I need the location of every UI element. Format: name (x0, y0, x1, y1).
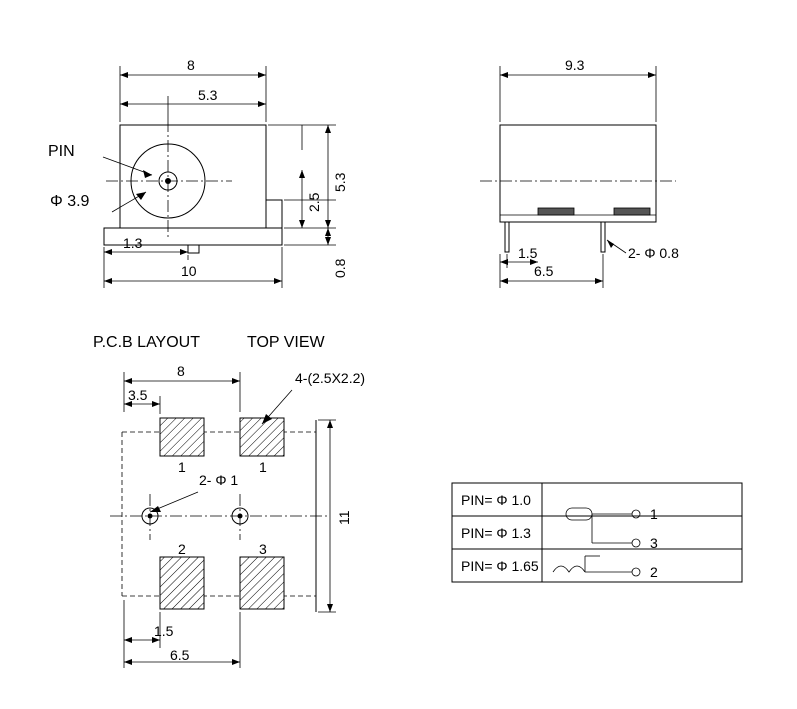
side-pin-callout: 2- Φ 0.8 (628, 245, 679, 261)
front-height-mid-dim: 2.5 (306, 192, 322, 212)
front-foot-left-dim: 1.3 (123, 235, 143, 251)
pad-number-top-right: 1 (259, 459, 267, 475)
side-view-body (480, 125, 676, 252)
pcb-layout-body (110, 418, 330, 612)
side-pin-left-dim: 1.5 (518, 245, 538, 261)
front-view-body (104, 120, 282, 253)
pcb-width-dim: 8 (177, 363, 185, 379)
terminal-number-1: 1 (650, 506, 658, 522)
front-view-dimensions (103, 66, 336, 288)
top-view-heading: TOP VIEW (247, 334, 325, 351)
pin-spec-row-3: PIN= Φ 1.65 (461, 558, 539, 574)
front-center-offset-dim: 5.3 (198, 87, 218, 103)
front-width-dim: 8 (187, 57, 195, 73)
pcb-layout-heading: P.C.B LAYOUT (93, 334, 200, 351)
pcb-pad-left-offset-dim: 3.5 (128, 387, 148, 403)
pad-number-top-left: 1 (178, 459, 186, 475)
terminal-number-3: 3 (650, 535, 658, 551)
pad-number-bottom-right: 3 (259, 541, 267, 557)
pcb-bottom-span-dim: 6.5 (170, 647, 190, 663)
side-width-dim: 9.3 (565, 57, 585, 73)
side-pin-span-dim: 6.5 (534, 263, 554, 279)
bore-diameter-label: Φ 3.9 (50, 193, 90, 210)
pad-number-bottom-left: 2 (178, 541, 186, 557)
pin-spec-row-1: PIN= Φ 1.0 (461, 492, 531, 508)
pcb-height-dim: 11 (336, 510, 352, 525)
pcb-bottom-left-dim: 1.5 (154, 623, 174, 639)
front-height-right-dim: 5.3 (332, 172, 348, 192)
front-overall-width-dim: 10 (181, 263, 197, 279)
pin-label: PIN (48, 143, 75, 160)
pcb-hole-callout: 2- Φ 1 (199, 472, 239, 488)
terminal-number-2: 2 (650, 564, 658, 580)
pin-spec-row-2: PIN= Φ 1.3 (461, 525, 531, 541)
front-height-low-dim: 0.8 (332, 258, 348, 278)
pcb-pad-callout: 4-(2.5X2.2) (295, 370, 366, 386)
